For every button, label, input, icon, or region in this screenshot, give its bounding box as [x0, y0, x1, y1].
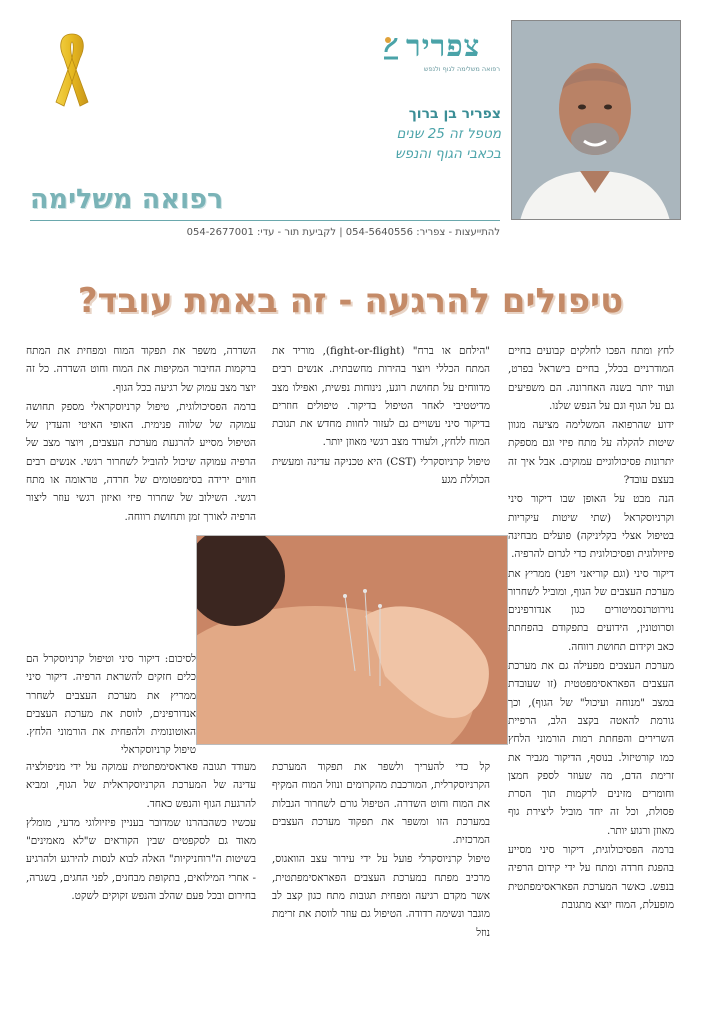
article-headline: טיפולים להרגעה - זה באמת עובד?	[77, 281, 624, 321]
author-info	[395, 104, 501, 164]
paragraph: ברמה הפסיכולוגית, טיפול קרניוסקראלי מספק תחושה עמוקה של שלווה פנימית. האופי האיטי והעדין של הטיפול מסייע להרגעת מערכת העצבים, ויוצר מצב של הרפיה עמוקה שיכול להוביל לשחרור רגשי. אנשים רבים חווים ירידה בסימפטומים של חרדה, טראומה או מתח רגשי. השילוב של שחרור פיזי ואיזון רגשי עוזר ליצור הרפיה לאורך זמן ותחושת רווחה.	[26, 400, 256, 523]
paragraph: מעודד תגובה פאראסימפתטית עמוקה על ידי מניפולציה עדינה של המערכת הקרניוסקראלית של הגוף, ומביא להרגעת הגוף והנפש כאחד.	[26, 761, 256, 810]
article-column-3-mid	[26, 650, 196, 755]
article-column-1	[508, 342, 674, 1014]
paragraph: טיפול קרניוסקרלי (CST) היא טכניקה עדינה ומעשית הכוללת מגע	[272, 455, 490, 487]
paragraph: עכשיו כשהבהרנו שמדובר בעניין פיזיולוגי מדעי, מומלץ מאוד גם לסקפטים שבין הקוראים ש"לא מאמינים" בשיטות ה"רוחניקיות" האלה לבוא לנסות להירגע ולהרגיע - אחרי המילואים, בתקופת מבחנים, לפני החגים, בשגרה, בחירום ובכל פעם שהלב והנפש זקוקים לשקט.	[26, 816, 256, 903]
paragraph: ברמה הפסיכולוגית, דיקור סיני מסייע בהפגת חרדה ומתח על ידי קידום הרפיה בנפש. כאשר המערכת הפאראסימפתטית מופעלת, המוח יוצא מתגובת	[508, 844, 674, 911]
section-brand	[30, 184, 225, 216]
logo-leaf-icon	[380, 34, 402, 60]
yellow-ribbon-icon	[50, 30, 94, 108]
article-column-2-bottom	[272, 758, 490, 1014]
paragraph: לסיכום: דיקור סיני וטיפול קרניוסקרל הם כלים חזקים להשראת הרפיה. דיקור סיני ממריץ את מערכת העצבים לשחרר אנדורפינים, לווסת את מערכת העצבים האוטונומית ולהפחית את הורמוני הלחץ. טיפול קרניוסקראלי	[26, 653, 196, 755]
logo-name: צפריר	[406, 29, 481, 64]
paragraph: ידוע שהרפואה המשלימה מציעה מגוון שיטות להקלה על מתח פיזי וגם מספקת יתרונות פסיכולוגיים עמוקים. אבל איך זה בעצם עובד?	[508, 419, 674, 487]
brand-divider	[30, 220, 500, 221]
paragraph: קל כדי להעריך ולשפר את תפקוד המערכת הקרניוסקרלית, המורכבת מהקרומים ונוזל המוח המקיף את המוח וחוט השדרה. הטיפול גורם לשחרור הגבלות במערכת הזו ומשפר את תפקוד מערכת העצבים המרכזית.	[272, 761, 490, 847]
clinic-logo	[380, 30, 500, 74]
author-portrait	[511, 20, 681, 220]
article-column-2-top	[272, 342, 490, 526]
paragraph: הנה מבט על האופן שבו דיקור סיני וקרניוסקראל (שתי שיטות עיקריות בטיפול אצלי בקליניקה) פועלים מבחינה פיזיולוגית ופסיכולוגית כדי לגרום להרפיה.	[508, 493, 674, 561]
paragraph: מערכת העצבים מפעילה גם את מערכת העצבים הפאראסימפטטית (זו שעובדת במצב "מנוחה ועיכול" של הגוף), וכך גורמת להאטה בקצב הלב, הרפיית השרירים והפחתת רמות הורמוני הלחץ כמו קורטיזול. בנוסף, הדיקור מגביר את זרימת הדם, מה שעוזר לספק חמצן וחומרים מזינים לרקמות תוך הסרת פסולת, וכל זה יחד מוביל ליצירת גוף מאוזן ורגוע יותר.	[508, 660, 674, 837]
contact-line: להתייעצות - צפריר: 054-5640556 | לקביעת תור - עדי: 054-2677001	[186, 227, 500, 238]
brand-title: רפואה משלימה	[30, 184, 224, 215]
paragraph: "הילחם או ברח" (fight-or-flight), מוריד את המתח הכללי ויוצר בהירות מחשבתית. אנשים רבים מדווחים על תחושת רוגע, נינוחות נפשית, ואפילו מצב מדיטטיבי לאחר הטיפול בדיקור. טיפולים חוזרים בדיקור סיני עשויים גם לעזור לחוות מחדש את תגובת המוח ללחץ, ולעודד מצב רגשי מאוזן יותר.	[272, 345, 490, 449]
paragraph: טיפול קרניוסקרלי פועל על ידי עירור עצב הוואגוס, מרכיב מפתח במערכת העצבים הפאראסימפתטית, אשר מקדם רגיעה ומפחית תגובות מתח כגון קצב לב מוגבר ונשימה רדודה. הטיפול גם עוזר לווסת את זרימת נוזל	[272, 853, 490, 939]
logo-tagline: רפואה משלימה לגוף ולנפש	[423, 65, 500, 73]
paragraph: לחץ ומתח הפכו לחלקים קבועים בחיים המודרניים בכלל, בחיים בישראל בפרט, ועוד יותר בשנה האחרונה. הם משפיעים גם על הגוף וגם על הנפש שלנו.	[508, 345, 674, 412]
author-name: צפריר בן ברוך	[408, 106, 501, 122]
paragraph: דיקור סיני (וגם קוריאני ויפני) ממריץ את מערכת העצבים של הגוף, ומוביל לשחרור נוירוטרנסמיטורים כגון אנדורפינים וסרוטונין, הידועים בתפקודם בהפחתת כאב וקידום תחושת רווחה.	[508, 567, 674, 653]
author-experience: מטפל זה 25 שנים	[396, 126, 501, 142]
acupuncture-photo	[196, 535, 508, 745]
article-column-3-bottom	[26, 758, 256, 1014]
paragraph: השדרה, משפר את תפקוד המוח ומפחית את המתח ברקמות החיבור המקיפות את המוח וחוט השדרה. כל זה יוצר מצב עמוק של רגיעה בכל הגוף.	[26, 345, 256, 394]
author-specialty: בכאבי הגוף והנפש	[395, 146, 501, 162]
